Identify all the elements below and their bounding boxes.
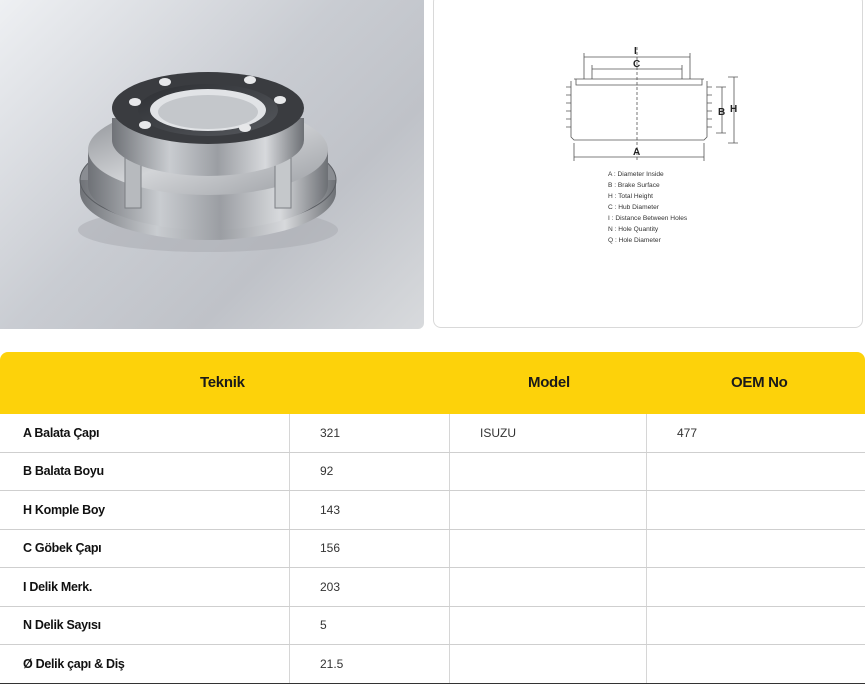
- legend-item: I : Distance Between Holes: [608, 215, 688, 222]
- brake-drum-illustration: [0, 0, 424, 329]
- table-row: [0, 530, 865, 569]
- row-label: I Delik Merk.: [0, 568, 290, 606]
- product-photo: [0, 0, 424, 329]
- table-row: [0, 645, 865, 684]
- row-model: [450, 491, 647, 529]
- legend-item: A : Diameter Inside: [608, 171, 664, 178]
- row-label: H Komple Boy: [0, 491, 290, 529]
- label-c: C: [633, 59, 641, 70]
- row-oem: [647, 645, 865, 683]
- label-i: I: [634, 46, 637, 57]
- legend-item: H : Total Height: [608, 193, 653, 200]
- row-label: A Balata Çapı: [0, 414, 290, 452]
- row-model: [450, 568, 647, 606]
- row-oem: [647, 568, 865, 606]
- row-model: [450, 645, 647, 683]
- row-model: [450, 530, 647, 568]
- table-row: [0, 568, 865, 607]
- header-teknik: Teknik: [200, 374, 245, 391]
- row-model: ISUZU: [450, 414, 647, 452]
- drum-dimension-drawing: [434, 0, 864, 329]
- legend-item: C : Hub Diameter: [608, 204, 659, 211]
- row-oem: [647, 607, 865, 645]
- row-model: [450, 607, 647, 645]
- table-row: [0, 607, 865, 646]
- row-oem: 477: [677, 425, 698, 440]
- row-model: [450, 453, 647, 491]
- spec-table: [0, 352, 865, 684]
- label-a: A: [633, 147, 641, 158]
- table-row: [0, 414, 865, 453]
- row-value: 321: [290, 414, 450, 452]
- table-row: [0, 453, 865, 492]
- table-row: [0, 491, 865, 530]
- row-value: 203: [290, 568, 450, 606]
- row-value: 5: [290, 607, 450, 645]
- diagram-legend: [608, 169, 687, 246]
- header-oem: OEM No: [731, 374, 788, 391]
- label-h: H: [730, 104, 738, 115]
- row-label: N Delik Sayısı: [0, 607, 290, 645]
- row-label: C Göbek Çapı: [0, 530, 290, 568]
- row-value: 156: [290, 530, 450, 568]
- label-b: B: [718, 107, 726, 118]
- row-value: 143: [290, 491, 450, 529]
- legend-item: B : Brake Surface: [608, 182, 660, 189]
- row-label: B Balata Boyu: [0, 453, 290, 491]
- row-oem: [647, 453, 865, 491]
- legend-item: Q : Hole Diameter: [608, 237, 661, 244]
- row-value: 92: [290, 453, 450, 491]
- technical-diagram: [433, 0, 863, 328]
- table-header: [0, 352, 865, 414]
- legend-item: N : Hole Quantity: [608, 226, 659, 233]
- row-oem: [647, 530, 865, 568]
- header-model: Model: [528, 374, 570, 391]
- row-oem: [647, 491, 865, 529]
- row-label: Ø Delik çapı & Diş: [0, 645, 290, 683]
- row-value: 21.5: [290, 645, 450, 683]
